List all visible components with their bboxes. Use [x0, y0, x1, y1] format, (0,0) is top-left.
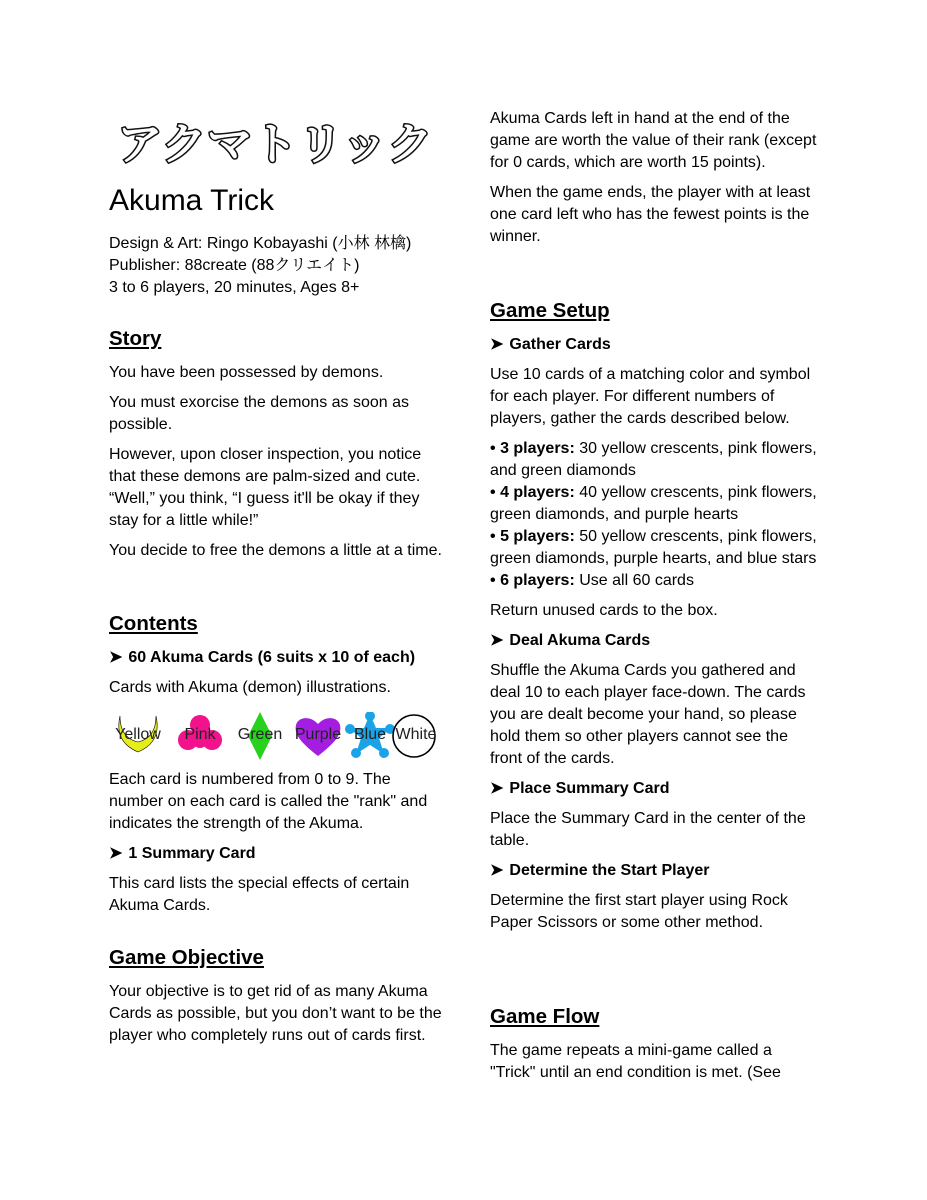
- step-title: Gather Cards: [509, 336, 611, 353]
- rank-description: Each card is numbered from 0 to 9. The number on each card is called the "rank" and indicates the strength of the Akuma.: [109, 771, 428, 832]
- suit-icons-row: [112, 712, 437, 760]
- contents-item-desc: Cards with Akuma (demon) illustrations.: [109, 679, 391, 696]
- setup-summary-title: [490, 778, 820, 800]
- bullet-glyph: •: [490, 484, 496, 501]
- logo-text: アクマトリック: [117, 119, 433, 169]
- contents-item-summary: [109, 843, 444, 865]
- suit-label: Green: [237, 726, 283, 743]
- game-logo: [115, 113, 435, 169]
- credit-design: Design & Art: Ringo Kobayashi (小林 林檎): [109, 235, 412, 252]
- story-paragraph: However, upon closer inspection, you notice that these demons are palm-sized and cute. “Well,” you think, “I guess it'll be okay if they stay for a little while!”: [109, 446, 422, 529]
- scoring-section: [490, 108, 820, 248]
- credits: [109, 233, 449, 299]
- player-count-label: 4 players:: [500, 484, 575, 501]
- suit-label: Yellow: [115, 726, 161, 743]
- suit-white: [390, 712, 442, 760]
- player-count-item: [490, 482, 820, 526]
- suit-purple: [292, 712, 344, 760]
- objective-heading: Game Objective: [109, 946, 264, 969]
- credit-players: 3 to 6 players, 20 minutes, Ages 8+: [109, 279, 360, 296]
- player-count-text: 50 yellow crescents, pink flowers, green diamonds, purple hearts, and blue stars: [490, 528, 817, 567]
- bullet-glyph: •: [490, 572, 496, 589]
- story-paragraph: You must exorcise the demons as soon as possible.: [109, 394, 410, 433]
- rank-section: [109, 769, 444, 917]
- page-title: Akuma Trick: [109, 184, 275, 217]
- suit-label: Blue: [353, 726, 387, 743]
- setup-section: [490, 334, 820, 934]
- player-count-text: 40 yellow crescents, pink flowers, green diamonds, and purple hearts: [490, 484, 817, 523]
- player-count-label: 5 players:: [500, 528, 575, 545]
- objective-paragraph: Your objective is to get rid of as many Akuma Cards as possible, but you don’t want to be the player who completely runs out of cards first.: [109, 983, 442, 1044]
- player-count-label: 6 players:: [500, 572, 575, 589]
- suit-green: [234, 712, 286, 760]
- setup-gather-title: [490, 334, 820, 356]
- logo-lettering: [115, 113, 435, 169]
- suit-label: Purple: [294, 726, 342, 743]
- story-paragraph: You decide to free the demons a little at a time.: [109, 542, 442, 559]
- player-count-list: [490, 438, 820, 592]
- story-section: [109, 362, 444, 562]
- arrow-icon: ➤: [109, 845, 123, 862]
- arrow-icon: ➤: [109, 649, 123, 666]
- player-count-label: 3 players:: [500, 440, 575, 457]
- player-count-item: [490, 570, 820, 592]
- contents-item-desc: This card lists the special effects of certain Akuma Cards.: [109, 875, 410, 914]
- setup-deal-title: [490, 630, 820, 652]
- contents-item-cards: [109, 647, 444, 669]
- flow-paragraph: The game repeats a mini-game called a "Trick" until an end condition is met. (See: [490, 1042, 781, 1081]
- player-count-item: [490, 438, 820, 482]
- contents-heading: Contents: [109, 612, 198, 635]
- bullet-glyph: •: [490, 440, 496, 457]
- setup-gather-desc: Use 10 cards of a matching color and symbol for each player. For different numbers of players, gather the cards described below.: [490, 366, 811, 427]
- winner-paragraph: When the game ends, the player with at least one card left who has the fewest points is the winner.: [490, 184, 811, 245]
- flow-section: [490, 1040, 820, 1084]
- player-count-text: Use all 60 cards: [579, 572, 694, 589]
- setup-heading: Game Setup: [490, 299, 610, 322]
- player-count-item: [490, 526, 820, 570]
- suit-label: Pink: [184, 726, 216, 743]
- step-title: Deal Akuma Cards: [509, 632, 651, 649]
- suit-yellow: [112, 712, 164, 760]
- suit-pink: [174, 712, 226, 760]
- story-paragraph: You have been possessed by demons.: [109, 364, 384, 381]
- step-title: Place Summary Card: [509, 780, 670, 797]
- contents-item-title: 60 Akuma Cards (6 suits x 10 of each): [128, 649, 416, 666]
- bullet-glyph: •: [490, 528, 496, 545]
- credit-publisher: Publisher: 88create (88クリエイト): [109, 257, 360, 274]
- objective-section: [109, 981, 444, 1047]
- arrow-icon: ➤: [490, 336, 504, 353]
- scoring-paragraph: Akuma Cards left in hand at the end of the game are worth the value of their rank (except for 0 cards, which are worth 15 points).: [490, 110, 817, 171]
- arrow-icon: ➤: [490, 862, 504, 879]
- contents-section: [109, 647, 444, 699]
- step-title: Determine the Start Player: [509, 862, 710, 879]
- player-count-text: 30 yellow crescents, pink flowers, and green diamonds: [490, 440, 817, 479]
- arrow-icon: ➤: [490, 780, 504, 797]
- setup-summary-desc: Place the Summary Card in the center of the table.: [490, 810, 806, 849]
- setup-start-desc: Determine the first start player using Rock Paper Scissors or some other method.: [490, 892, 788, 931]
- flow-heading: Game Flow: [490, 1005, 600, 1028]
- return-cards-text: Return unused cards to the box.: [490, 602, 718, 619]
- arrow-icon: ➤: [490, 632, 504, 649]
- setup-start-title: [490, 860, 820, 882]
- story-heading: Story: [109, 327, 162, 350]
- setup-deal-desc: Shuffle the Akuma Cards you gathered and deal 10 to each player face-down. The cards you are dealt become your hand, so please hold them so other players cannot see the front of the cards.: [490, 662, 806, 767]
- contents-item-title: 1 Summary Card: [128, 845, 256, 862]
- suit-label: White: [395, 726, 437, 743]
